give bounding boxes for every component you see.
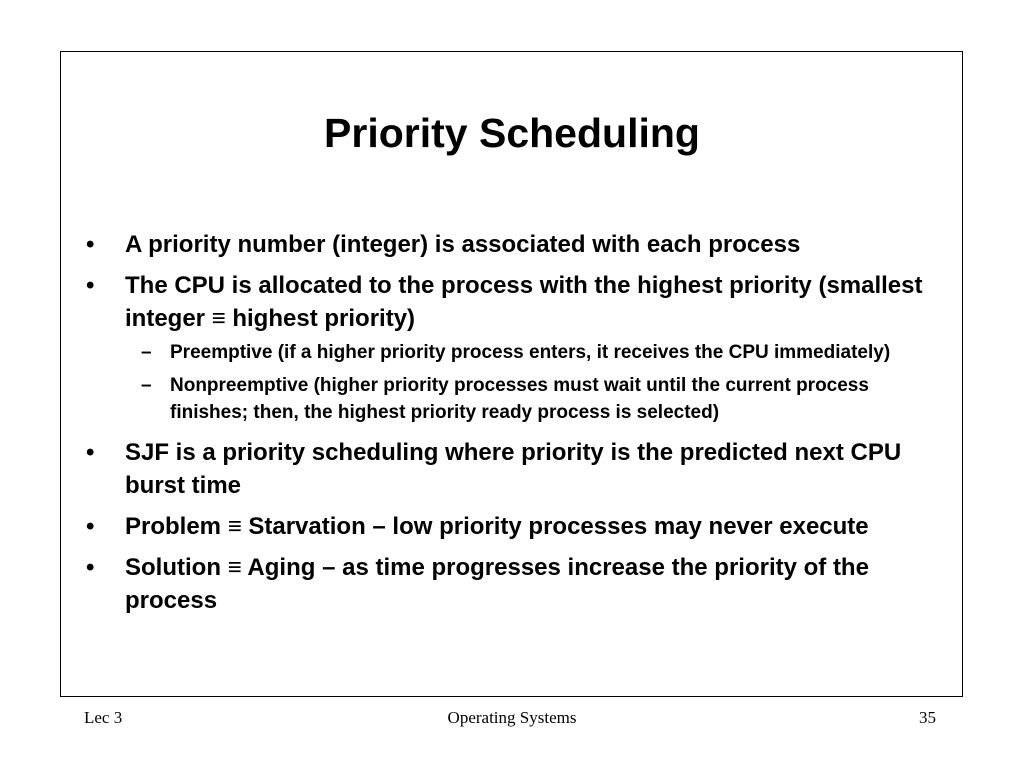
sub-bullet-text: Preemptive (if a higher priority process enters, it receives the CPU immediately) bbox=[170, 342, 891, 363]
slide-title: Priority Scheduling bbox=[324, 110, 700, 156]
bullet-marker: • bbox=[86, 231, 95, 258]
bullet-item bbox=[84, 269, 944, 335]
bullet-text: The CPU is allocated to the process with the highest priority (smallest integer ≡ highest priority) bbox=[125, 272, 923, 332]
bullet-item bbox=[84, 436, 944, 502]
bullet-text: Problem ≡ Starvation – low priority processes may never execute bbox=[125, 513, 869, 540]
sub-bullet-marker: – bbox=[141, 342, 152, 363]
slide-content bbox=[84, 228, 944, 625]
bullet-text: A priority number (integer) is associated with each process bbox=[125, 231, 801, 258]
bullet-marker: • bbox=[86, 272, 95, 299]
bullet-item bbox=[84, 228, 944, 261]
sub-bullet-item bbox=[141, 339, 944, 366]
footer-lecture-label: Lec 3 bbox=[84, 708, 123, 727]
bullet-item bbox=[84, 551, 944, 617]
sub-bullet-item bbox=[141, 372, 944, 426]
sub-bullet-text: Nonpreemptive (higher priority processes must wait until the current process finishes; then, the highest priority ready process is selected) bbox=[170, 375, 869, 423]
bullet-item bbox=[84, 510, 944, 543]
bullet-marker: • bbox=[86, 554, 95, 581]
footer-course-title: Operating Systems bbox=[447, 708, 577, 727]
footer-page-number: 35 bbox=[919, 708, 936, 727]
bullet-marker: • bbox=[86, 513, 95, 540]
bullet-text: Solution ≡ Aging – as time progresses increase the priority of the process bbox=[125, 554, 869, 614]
sub-bullet-list bbox=[84, 339, 944, 426]
bullet-marker: • bbox=[86, 439, 95, 466]
sub-bullet-marker: – bbox=[141, 375, 152, 396]
bullet-text: SJF is a priority scheduling where priority is the predicted next CPU burst time bbox=[125, 439, 902, 499]
